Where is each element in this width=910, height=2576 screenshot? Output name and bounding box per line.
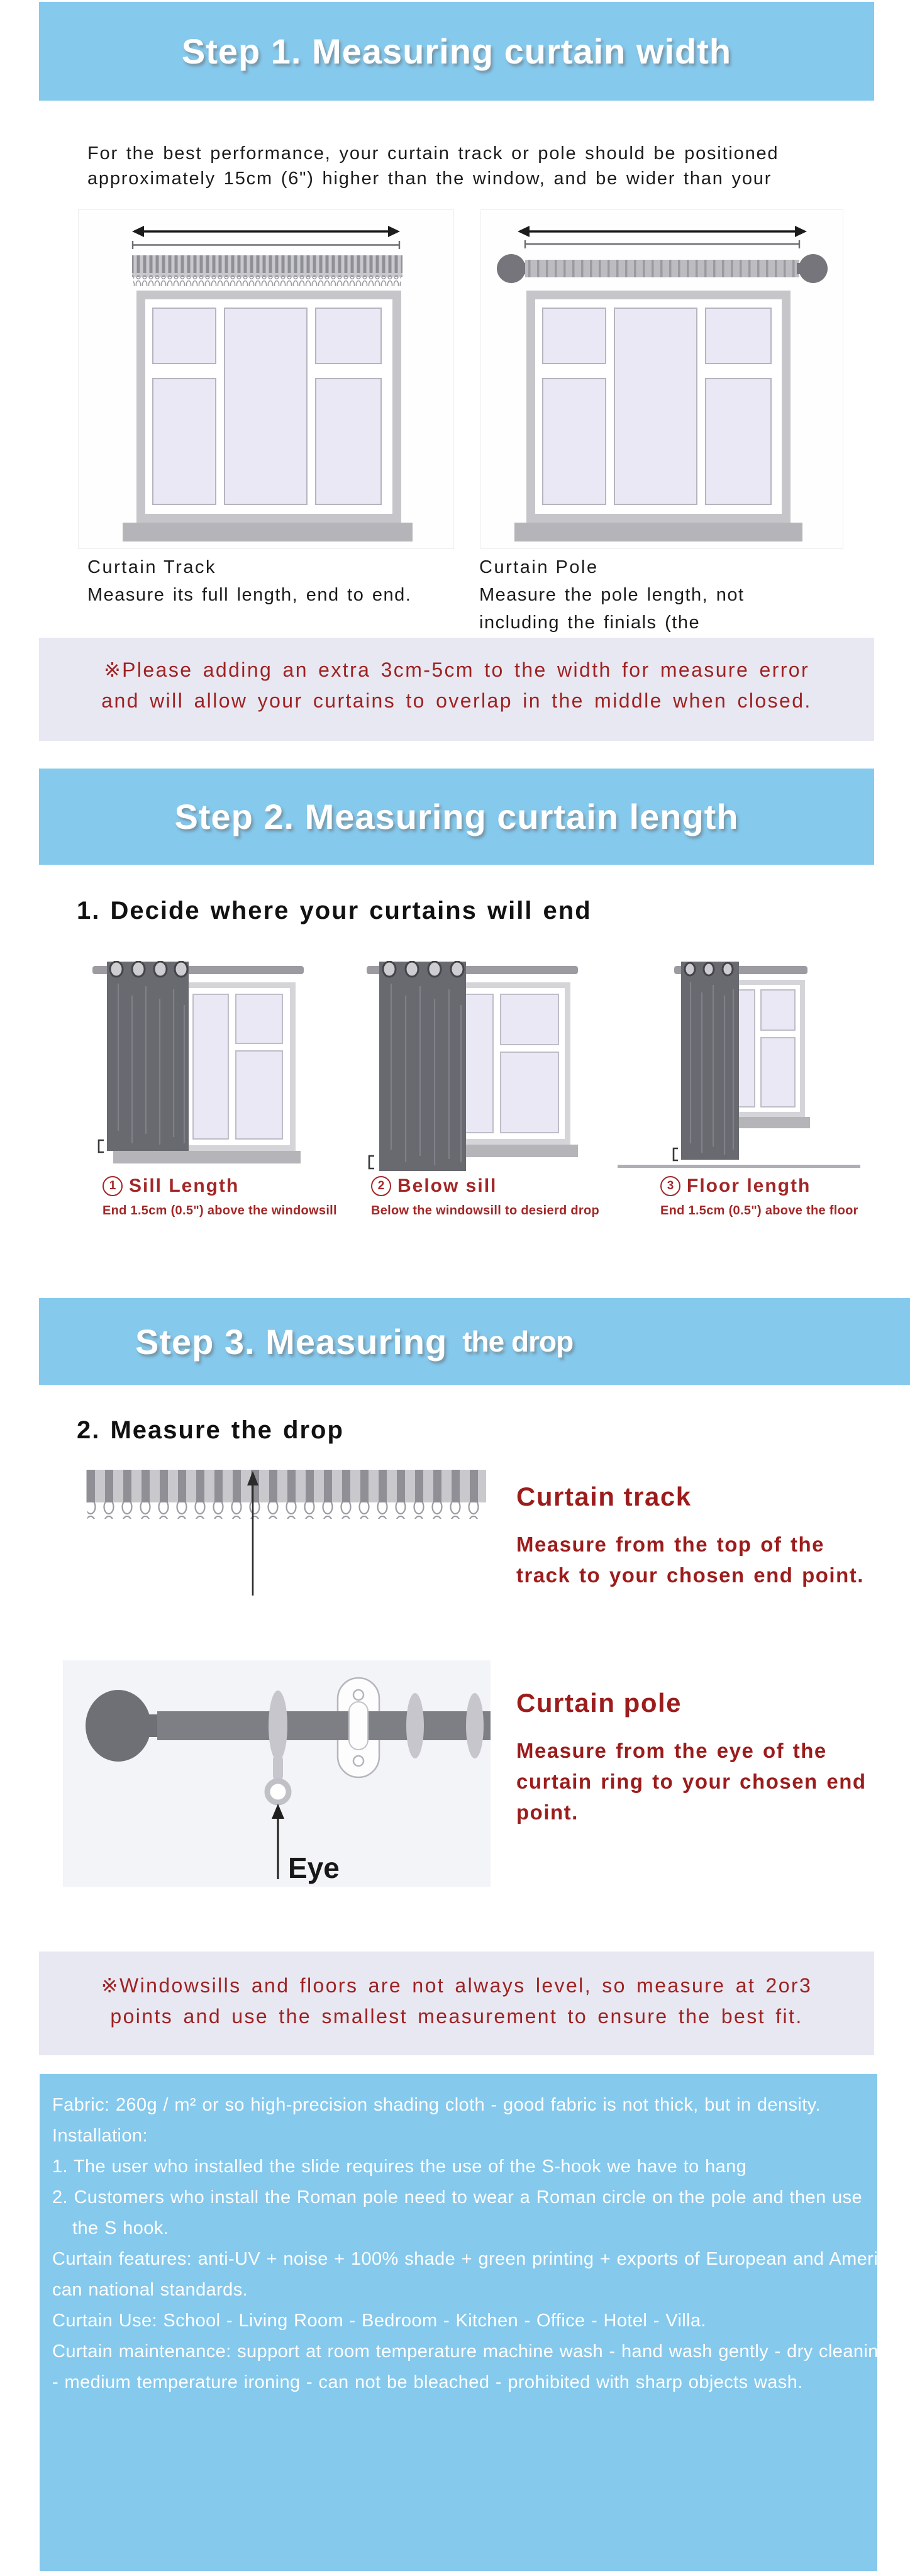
option1-desc: End 1.5cm (0.5") above the windowsill [103, 1204, 337, 1218]
curtain-track [132, 255, 402, 277]
info-install-2: 2. Customers who install the Roman pole need to wear a Roman circle on the pole and then use [52, 2187, 863, 2207]
product-info-block [40, 2074, 889, 2571]
curtain-pole-desc-line2: including the finials (the [479, 613, 701, 633]
option3-title: Floor length [687, 1175, 811, 1196]
info-maintenance-2: - medium temperature ironing - can not be bleached - prohibited with sharp objects wash. [52, 2372, 803, 2392]
track-info-line1: Measure from the top of the [516, 1533, 825, 1556]
info-install-2b: the S hook. [72, 2218, 169, 2238]
step3-banner-title: Step 3. Measuring [135, 1321, 448, 1362]
width-arrow-icon [518, 226, 807, 237]
step1-banner-title: Step 1. Measuring curtain width [181, 31, 732, 71]
curtain-track-label [87, 553, 411, 609]
track-gliders [133, 277, 401, 286]
window [181, 982, 296, 1151]
curtain-pole-title: Curtain Pole [479, 557, 599, 577]
measure-bracket [133, 241, 399, 249]
info-features-2: can national standards. [52, 2280, 248, 2300]
width-note [39, 638, 874, 741]
step1-banner [39, 2, 874, 101]
level-note [39, 1951, 874, 2055]
option3-desc: End 1.5cm (0.5") above the floor [660, 1204, 858, 1218]
grommets [685, 963, 733, 975]
step3-banner-subtitle: the drop [462, 1325, 574, 1358]
option2-title: Below sill [397, 1175, 497, 1196]
curtain-track-diagram-panel [78, 209, 454, 549]
below-sill-illustration [362, 961, 582, 1181]
pole-info-line1: Measure from the eye of the [516, 1739, 827, 1762]
option-below-sill-label [371, 1175, 599, 1218]
info-use: Curtain Use: School - Living Room - Bedroom - Kitchen - Office - Hotel - Villa. [52, 2311, 706, 2331]
track-info-heading: Curtain track [516, 1482, 692, 1511]
track-drop-illustration [82, 1467, 497, 1599]
info-maintenance: Curtain maintenance: support at room temperature machine wash - hand wash gently - dry cleaning [52, 2341, 889, 2362]
width-note-line1: ※Please adding an extra 3cm-5cm to the width for measure error [103, 658, 810, 681]
level-note-line1: ※Windowsills and floors are not always level, so measure at 2or3 [101, 1974, 813, 1997]
floor-mark [674, 1148, 678, 1160]
width-arrow-icon [132, 226, 400, 237]
ring-eye [267, 1781, 289, 1802]
curtain-pole-desc-line1: Measure the pole length, not [479, 585, 745, 605]
curtain-track-title: Curtain Track [87, 557, 216, 577]
curtain [681, 962, 739, 1160]
info-install-1: 1. The user who installed the slide requires the use of the S-hook we have to hang [52, 2157, 747, 2177]
measure-bracket [525, 240, 799, 248]
option2-desc: Below the windowsill to desierd drop [371, 1204, 600, 1218]
window [136, 291, 401, 523]
window-sill [514, 523, 802, 541]
window [728, 980, 805, 1117]
floor-line [618, 1165, 860, 1168]
option1-title: Sill Length [129, 1175, 240, 1196]
width-note-line2: and will allow your curtains to overlap in the middle when closed. [101, 689, 812, 712]
curtain-pole-diagram-panel [480, 209, 843, 549]
drop-mark [369, 1156, 374, 1169]
floor-length-illustration [616, 961, 862, 1181]
pole-info-line2: curtain ring to your chosen end [516, 1770, 867, 1793]
window-sill [123, 523, 413, 541]
option-floor-length-label [660, 1175, 858, 1218]
track-gliders [87, 1502, 485, 1519]
curtain-pole-window-illustration [481, 210, 843, 548]
option3-number: 3 [660, 1176, 680, 1196]
window [526, 291, 791, 523]
sill-length-illustration [79, 961, 305, 1181]
curtain [379, 962, 466, 1171]
curtain-track-window-illustration [79, 210, 453, 548]
option-sill-length-label [103, 1175, 337, 1218]
measure-drop-heading: 2. Measure the drop [77, 1416, 344, 1444]
info-installation: Installation: [52, 2126, 148, 2146]
pole-drop-illustration [63, 1660, 491, 1887]
intro-line1: For the best performance, your curtain track or pole should be positioned [87, 143, 779, 164]
option2-number: 2 [371, 1176, 391, 1196]
sill-mark [99, 1140, 104, 1152]
curtain-pole [497, 254, 828, 283]
step2-banner [39, 769, 874, 865]
window-sill [113, 1151, 301, 1163]
curtain-pole-label [479, 553, 745, 636]
curtain [107, 962, 189, 1151]
pole-info-line3: point. [516, 1801, 579, 1824]
pole-info-heading: Curtain pole [516, 1688, 682, 1718]
step1-intro [87, 141, 779, 191]
curtain-track-desc: Measure its full length, end to end. [87, 585, 412, 605]
track-measure-info [516, 1482, 864, 1591]
step2-banner-title: Step 2. Measuring curtain length [174, 797, 739, 836]
pole-measure-info [516, 1688, 867, 1828]
option1-number: 1 [103, 1176, 123, 1196]
track-info-line2: track to your chosen end point. [516, 1563, 864, 1587]
level-note-line2: points and use the smallest measurement to ensure the best fit. [110, 2005, 803, 2028]
eye-label: Eye [288, 1852, 340, 1884]
intro-line2: approximately 15cm (6") higher than the window, and be wider than your [87, 169, 772, 189]
bracket-arm [349, 1702, 368, 1750]
info-features: Curtain features: anti-UV + noise + 100% shade + green printing + exports of European and Ameri- [52, 2249, 885, 2269]
curtain-track [86, 1470, 486, 1502]
decide-heading: 1. Decide where your curtains will end [77, 897, 592, 924]
info-fabric: Fabric: 260g / m² or so high-precision shading cloth - good fabric is not thick, but in density. [52, 2095, 821, 2115]
step3-banner [39, 1298, 910, 1385]
